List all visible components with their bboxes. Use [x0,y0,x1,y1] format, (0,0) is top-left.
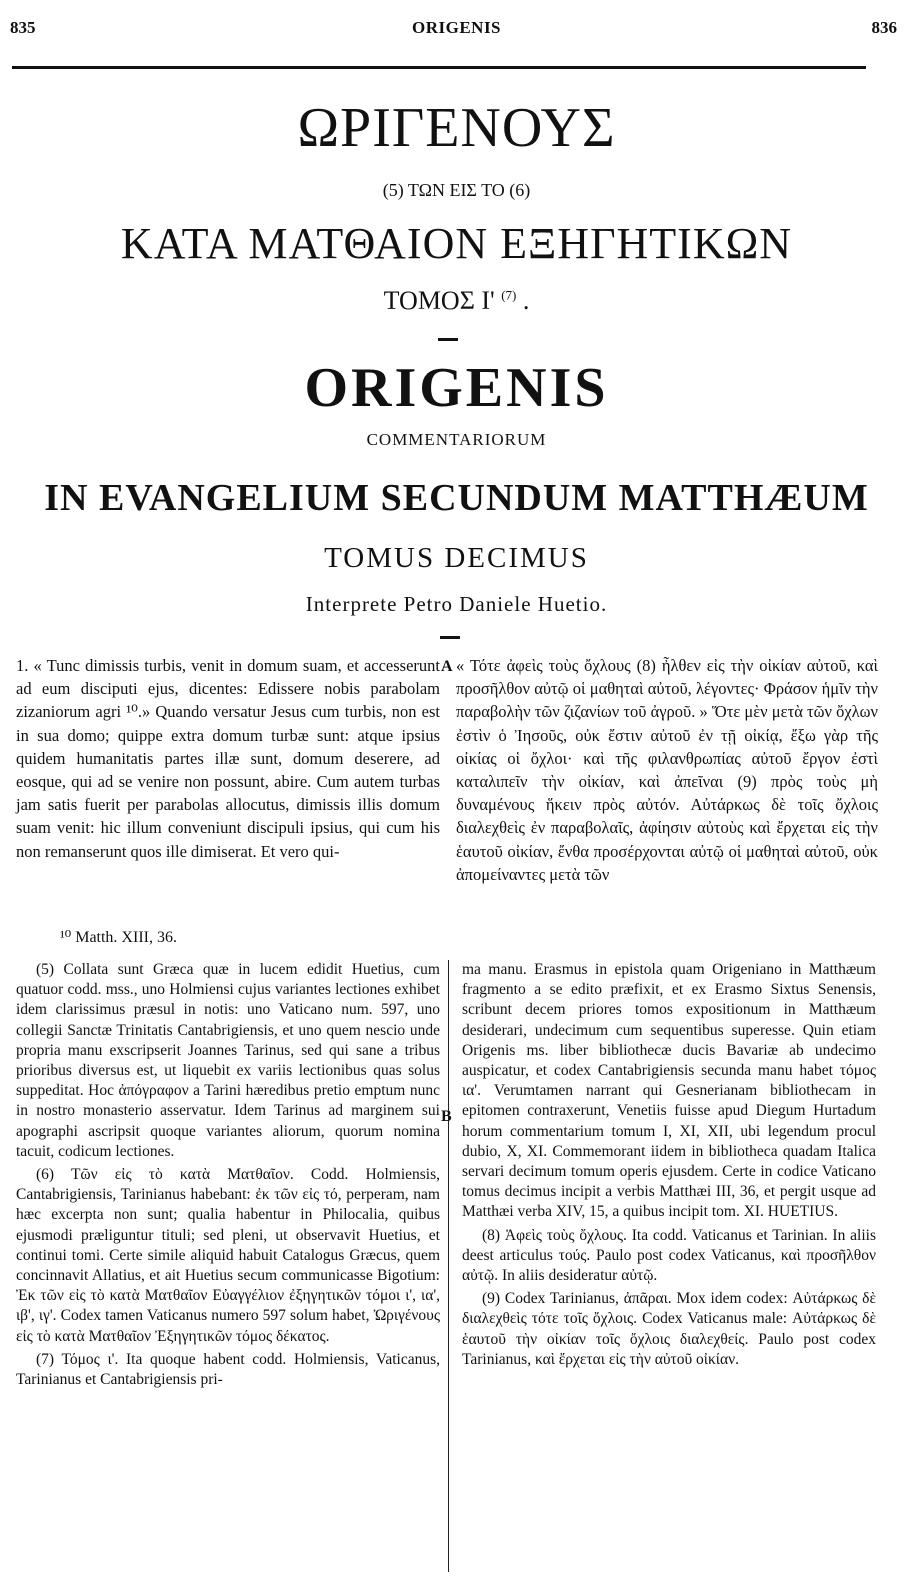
greek-subtitle-1: (5) ΤΩΝ ΕΙΣ ΤΟ (6) [382,180,531,200]
notes-column-divider [448,960,449,1572]
margin-marker-b: B [441,1108,452,1125]
greek-body-column [456,654,878,886]
greek-tome-note-ref: (7) [501,287,517,303]
note-5: (5) Collata sunt Græca quæ in lucem edidit Huetius, cum quatuor codd. mss., uno Holmiensi cujus variantes lectiones exhibet idem clarissimus præsul in notis: uno Vaticano num. 597, uno collegii Sanctæ Trinitatis Cantabrigiensis, et uno quem nescio unde propria manu exscripserit Joannes Tarinus, sed qui sane a tribus prioribus diversus est, ut liquebit ex variis lectionibus quas solus suppeditat. Hoc ἀπόγραφον a Tarini hæredibus pretio emptum nunc in nostro monasterio asservatur. Idem Tarinus ad marginem sui apographi ascripsit quoque variantes aliorum, quorum nomina tacuit, codicum lectiones. [16,961,440,1160]
latin-interpreter-line: Interprete Petro Daniele Huetio. [305,592,608,616]
note-7: (7) Τόμος ι'. Ita quoque habent codd. Holmiensis, Vaticanus, Tarinianus et Cantabrigiensis pri- [16,1350,440,1389]
header-rule [12,66,866,69]
footnote-10: ¹⁰ Matth. XIII, 36. [60,929,177,946]
latin-body-column [16,654,440,863]
greek-tome-line [0,286,913,316]
page-number-right: 836 [871,18,897,37]
greek-subtitle-2: ΚΑΤΑ ΜΑΤΘΑΙΟΝ ΕΞΗΓΗΤΙΚΩΝ [120,219,793,268]
notes-left-column [16,960,440,1393]
latin-subtitle-2: IN EVANGELIUM SECUNDUM MATTHÆUM [44,477,869,519]
notes-right-column [462,960,876,1373]
latin-author-title: ORIGENIS [304,357,609,419]
greek-body-text: « Τότε ἀφεὶς τοὺς ὄχλους (8) ἦλθεν εἰς τὴν οἰκίαν αὐτοῦ, καὶ προσῆλθον αὐτῷ οἱ μαθηταὶ αὐτοῦ, λέγοντες· Φράσον ἡμῖν τὴν παραβολὴν τῶν ζιζανίων τοῦ ἀγροῦ. » Ὅτε μὲν μετὰ τῶν ὄχλων ἐστὶν ὁ Ἰησοῦς, οὐκ ἔστιν αὐτοῦ ἐν τῇ οἰκίᾳ, ἔξω γὰρ τῆς οἰκίας οἱ ὄχλοι· καὶ τῆς φιλανθρωπίας αὐτοῦ ἔργον ἐστὶ καταλιπεῖν τὴν οἰκίαν, καὶ ἀπεῖναι (9) πρὸς τοὺς μὴ δυναμένους ἥκειν πρὸς αὐτόν. Αὐτάρκως δὲ τοῖς ὄχλοις διαλεχθεὶς ἐν παραβολαῖς, ἀφίησιν αὐτοὺς καὶ ἔρχεται εἰς τὴν ἑαυτοῦ οἰκίαν, ἔνθα προσέρχονται αὐτῷ οἱ μαθηταὶ αὐτοῦ, οὐκ ἀπομείναντες μετὰ τῶν [456,656,878,884]
note-9: (9) Codex Tarinianus, ἀπᾶραι. Mox idem codex: Αὐτάρκως δὲ διαλεχθεὶς τότε τοῖς ὄχλοις. Codex Vaticanus male: Αὐτάρκως δὲ ἑαυτοῦ τὴν οἰκίαν τοῖς ὄχλοις διαλεχθείς. Paulo post codex Tarinianus, καὶ ἔρχεται εἰς τὴν αὐτοῦ οἰκίαν. [462,1290,876,1368]
running-header [0,14,913,40]
greek-tome-label: ΤΟΜΟΣ Ι' [383,286,495,315]
latin-body-text: 1. « Tunc dimissis turbis, venit in domum suam, et accesserunt ad eum disciputi ejus, dicentes: Edissere nobis parabolam zizaniorum agri ¹⁰.» Quando versatur Jesus cum turbis, non est in sua domo; quippe extra domum turbæ sunt: atque ipsius quidem humanitatis partes illæ sunt, domum deserere, ad eosque, qui ad se venire non possunt, abire. Cum autem turbas jam satis fuerit per parabolas allocutus, dimissis illis domum suam venit: hic illum conveniunt discipuli ipsius, qui cum his non remanserunt quos ille dimiserat. Et vero qui- [16,656,440,861]
latin-tome-line: TOMUS DECIMUS [324,542,589,574]
margin-marker-a: A [441,658,453,675]
title-divider-1 [438,338,458,341]
greek-tome-end: . [522,286,530,315]
note-8: (8) Ἀφεὶς τοὺς ὄχλους. Ita codd. Vaticanus et Tarinian. In aliis deest articulus τούς. Paulo post codex Vaticanus, καὶ προσῆλθον αὐτῷ. In aliis desideratur αὐτῷ. [462,1226,876,1285]
title-divider-2 [440,636,460,639]
note-6: (6) Τῶν εἰς τὸ κατὰ Ματθαῖον. Codd. Holmiensis, Cantabrigiensis, Tarinianus habebant: ἐκ τῶν εἰς τό, perperam, nam hæc excerpta non sunt; qualia habentur in Philocalia, quibus ejusmodi præliguntur tituli; sed pleni, ut observavit Huetius, et continui tomi. Certe simile aliquid habuit Catalogus Græcus, quem concinnavit Allatius, et ait Huetius secum communicasse Bigotium: Ἐκ τῶν εἰς τὸ κατὰ Ματθαῖον Εὐαγγέλιον ἐξηγητικῶν τόμοι ι', ια', ιβ', ιγ'. Codex tamen Vaticanus numero 597 solum habet, Ὠριγένους εἰς τὸ κατὰ Ματθαῖον Ἐξηγητικῶν τόμος δέκατος. [16,1166,440,1345]
page-number-left: 835 [10,18,36,37]
note-7-continued: ma manu. Erasmus in epistola quam Origeniano in Matthæum fragmento a se edito præfixit, et ex Erasmo Sixtus Senensis, scribunt decem priores tomos expositionum in Matthæum desiderari, undecimum cum sequentibus superesse. Quin etiam Origenis ms. liber bibliothecæ ducis Bavariæ ab undecimo auspicatur, et codex Cantabrigiensis secunda manu habet τόμος ια'. Verumtamen narrant qui Gesnerianam bibliothecam in epitomen contraxerunt, Venetiis fuisse apud Diegum Hurtadum horum commentarium tomum I, XI, XII, ubi legendum procul dubio, X, XI. Commemorant iidem in bibliotheca quadam Italica servari decimum tomum operis ejusdem. Certe in codice Vaticano tomus decimus incipit a verbis Matthæi III, 36, et pergit usque ad Matthæi verba XIV, 15, a quibus incipit tom. XI. HUETIUS. [462,961,876,1221]
latin-subtitle-1: COMMENTARIORUM [366,430,547,449]
greek-author-title: ΩΡΙΓΕΝΟΥΣ [297,97,616,159]
running-title: ORIGENIS [411,18,502,37]
